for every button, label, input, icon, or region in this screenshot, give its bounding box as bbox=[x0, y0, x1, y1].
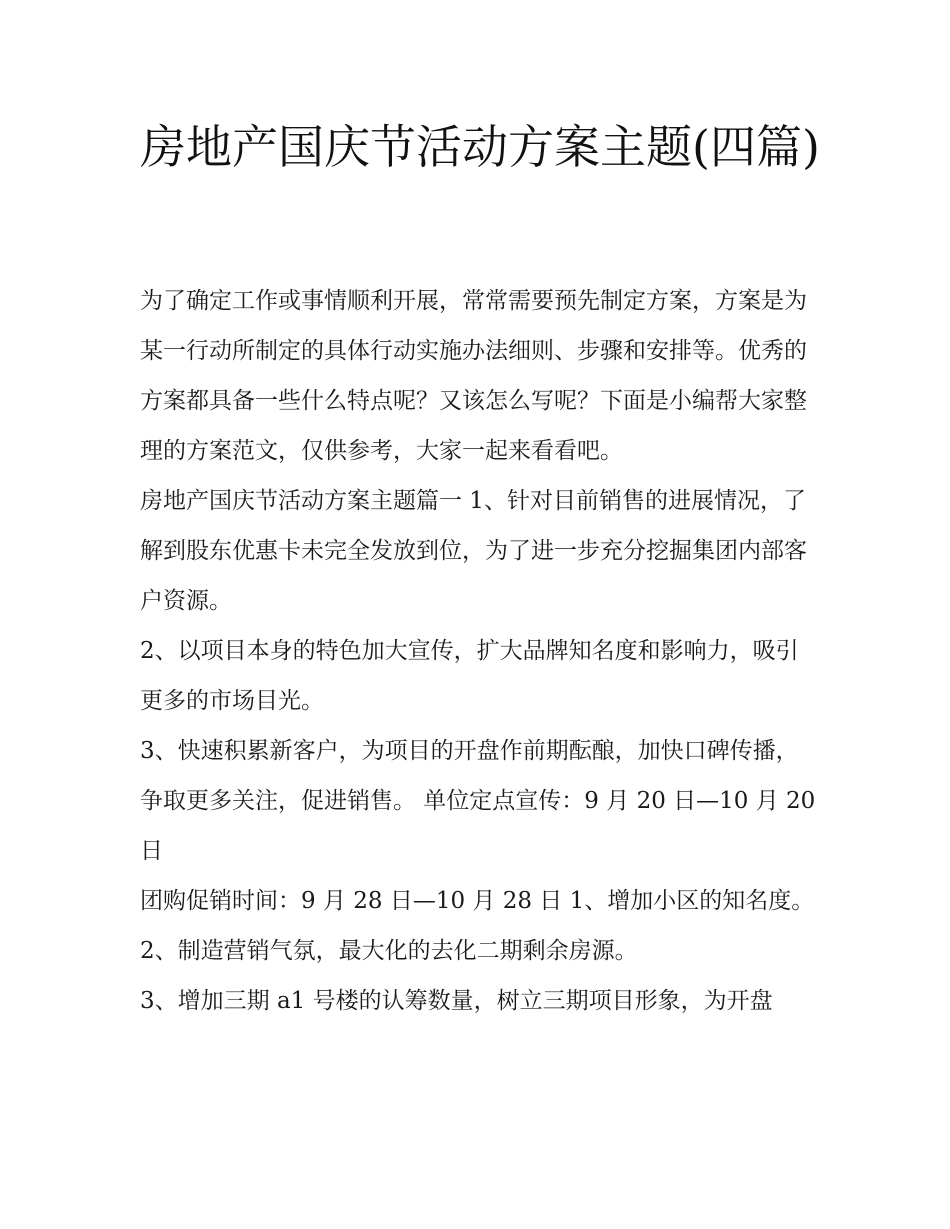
paragraph-group-buy: 团购促销时间：9 月 28 日—10 月 28 日 1、增加小区的知名度。 2、制造营销气氛，最大化的去化二期剩余房源。 bbox=[140, 888, 815, 964]
paragraph-item-3-b: 3、增加三期 a1 号楼的认筹数量，树立三期项目形象，为开盘 bbox=[140, 988, 773, 1014]
paragraph-item-2: 2、以项目本身的特色加大宣传，扩大品牌知名度和影响力，吸引更多的市场目光。 bbox=[140, 638, 799, 714]
paragraph-item-3: 3、快速积累新客户，为项目的开盘作前期酝酿，加快口碑传播，争取更多关注，促进销售。 单位定点宣传：9 月 20 日—10 月 20 日 bbox=[140, 738, 816, 864]
paragraph-intro: 为了确定工作或事情顺利开展，常常需要预先制定方案，方案是为某一行动所制定的具体行动实施办法细则、步骤和安排等。优秀的方案都具备一些什么特点呢？又该怎么写呢？下面是小编帮大家整理的方案范文，仅供参考，大家一起来看看吧。 bbox=[140, 288, 807, 464]
paragraph-section-one: 房地产国庆节活动方案主题篇一 1、针对目前销售的进展情况，了解到股东优惠卡未完全发放到位，为了进一步充分挖掘集团内部客户资源。 bbox=[140, 488, 807, 614]
page-title: 房地产国庆节活动方案主题(四篇) bbox=[140, 120, 820, 174]
document-body bbox=[140, 276, 820, 1026]
